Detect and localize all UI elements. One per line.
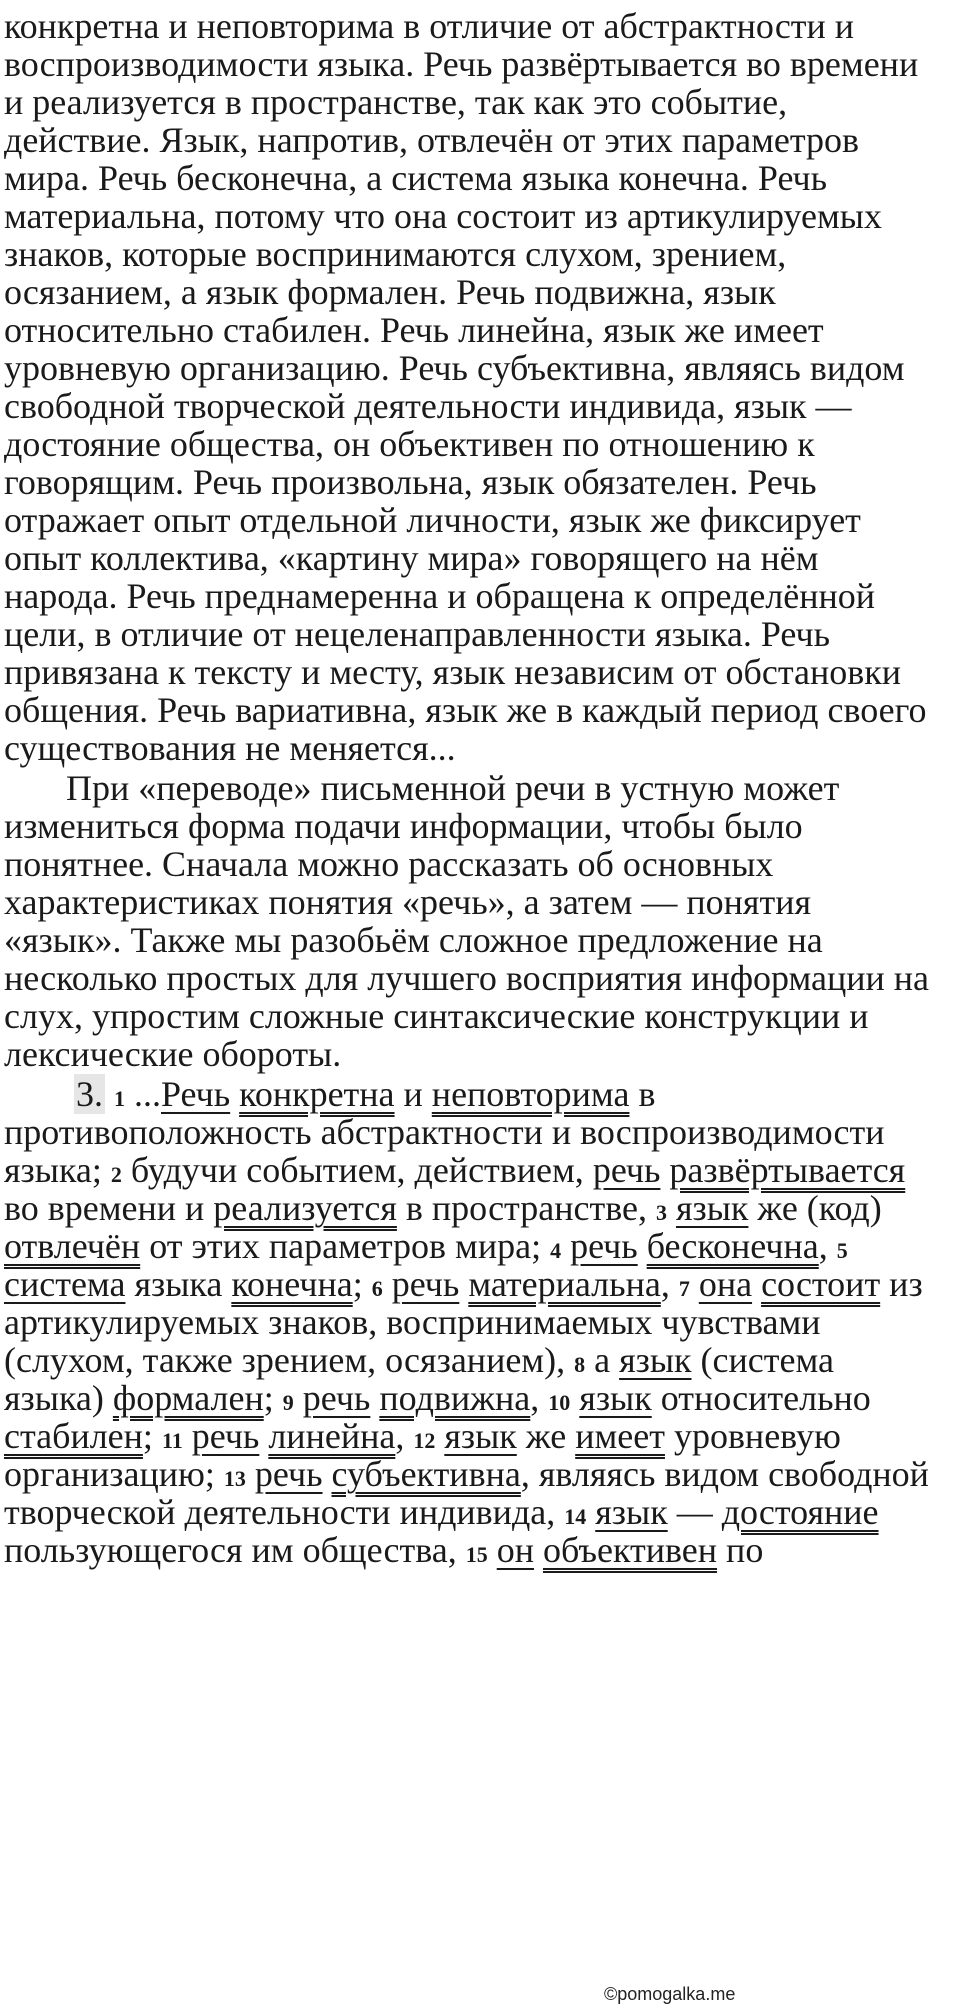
text-line: народа. Речь преднамеренна и обращена к определённой bbox=[4, 576, 876, 616]
text-line bbox=[4, 1528, 763, 1576]
predicate-word: линейна bbox=[268, 1416, 396, 1456]
text-line: несколько простых для лучшего восприятия информации на bbox=[4, 958, 930, 998]
predicate-word: достояние bbox=[721, 1492, 879, 1532]
subject-word: система bbox=[4, 1264, 126, 1304]
text-span bbox=[561, 1226, 570, 1266]
text-span: — bbox=[667, 1492, 722, 1532]
clause-number: 13 bbox=[223, 1466, 246, 1491]
text-span: уровневую bbox=[664, 1416, 841, 1456]
text-span: языка; bbox=[4, 1150, 111, 1190]
text-line: общения. Речь вариативна, язык же в каждый период своего bbox=[4, 690, 927, 730]
text-span: в bbox=[629, 1074, 656, 1114]
text-line: мира. Речь бесконечна, а система языка конечна. Речь bbox=[4, 158, 828, 198]
text-line: относительно стабилен. Речь линейна, язык же имеет bbox=[4, 310, 824, 350]
text-span: а bbox=[585, 1340, 620, 1380]
text-span bbox=[294, 1378, 303, 1418]
text-span: ... bbox=[125, 1074, 161, 1114]
text-span: , bbox=[395, 1416, 414, 1456]
text-span: из bbox=[880, 1264, 923, 1304]
clause-number: 10 bbox=[548, 1390, 571, 1415]
clause-number: 1 bbox=[114, 1086, 125, 1111]
predicate-word: состоит bbox=[761, 1264, 881, 1304]
text-span: , bbox=[660, 1264, 679, 1304]
text-line: свободной творческой деятельности индивида, язык — bbox=[4, 386, 852, 426]
text-line: лексические обороты. bbox=[4, 1034, 342, 1074]
text-span bbox=[586, 1492, 595, 1532]
predicate-word: субъективна bbox=[331, 1454, 521, 1494]
subject-word: речь bbox=[254, 1454, 323, 1494]
predicate-word: конкретна bbox=[239, 1074, 395, 1114]
text-span bbox=[667, 1188, 676, 1228]
predicate-word: формален bbox=[112, 1378, 264, 1418]
clause-number: 14 bbox=[564, 1504, 587, 1529]
clause-number: 8 bbox=[574, 1352, 586, 1377]
subject-word: речь bbox=[592, 1150, 661, 1190]
text-span: творческой деятельности индивида, bbox=[4, 1492, 565, 1532]
text-line: действие. Язык, напротив, отвлечён от этих параметров bbox=[4, 120, 860, 160]
text-span: (система bbox=[691, 1340, 834, 1380]
text-span bbox=[638, 1226, 647, 1266]
task-number: 3. bbox=[76, 1074, 103, 1114]
predicate-word: неповторима bbox=[431, 1074, 630, 1114]
text-span: ; bbox=[263, 1378, 283, 1418]
text-line: измениться форма подачи информации, чтобы было bbox=[4, 806, 803, 846]
text-line: характеристиках понятия «речь», а затем — понятия bbox=[4, 882, 812, 922]
clause-number: 3 bbox=[655, 1200, 667, 1225]
text-span: во времени и bbox=[4, 1188, 214, 1228]
text-span bbox=[323, 1454, 332, 1494]
text-line: существования не меняется... bbox=[4, 728, 456, 768]
text-span: пользующегося им общества, bbox=[4, 1530, 466, 1570]
text-span: от этих параметров мира; bbox=[140, 1226, 551, 1266]
text-span bbox=[246, 1454, 255, 1494]
clause-number: 2 bbox=[110, 1162, 122, 1187]
text-line: слух, упростим сложные синтаксические конструкции и bbox=[4, 996, 869, 1036]
text-line: материальна, потому что она состоит из артикулируемых bbox=[4, 196, 882, 236]
text-line: знаков, которые воспринимаются слухом, зрением, bbox=[4, 234, 787, 274]
subject-word: он bbox=[496, 1530, 534, 1570]
text-span: , bbox=[530, 1378, 549, 1418]
predicate-word: конечна bbox=[231, 1264, 353, 1304]
subject-word: речь bbox=[191, 1416, 260, 1456]
text-span: по bbox=[717, 1530, 764, 1570]
clause-number: 12 bbox=[413, 1428, 436, 1453]
text-line: конкретна и неповторима в отличие от абстрактности и bbox=[4, 6, 855, 46]
text-span bbox=[690, 1264, 699, 1304]
text-line: понятнее. Сначала можно рассказать об основных bbox=[4, 844, 774, 884]
clause-number: 7 bbox=[678, 1276, 690, 1301]
text-line: говорящим. Речь произвольна, язык обязателен. Речь bbox=[4, 462, 817, 502]
subject-word: язык bbox=[619, 1340, 692, 1380]
text-span: языка) bbox=[4, 1378, 113, 1418]
predicate-word: подвижна bbox=[379, 1378, 531, 1418]
clause-number: 4 bbox=[550, 1238, 562, 1263]
text-line: достояние общества, он объективен по отношению к bbox=[4, 424, 815, 464]
predicate-word: имеет bbox=[575, 1416, 665, 1456]
text-line: артикулируемых знаков, воспринимаемых чувствами bbox=[4, 1302, 821, 1342]
subject-word: язык bbox=[675, 1188, 749, 1228]
clause-number: 9 bbox=[282, 1390, 294, 1415]
text-line: противоположность абстрактности и воспроизводимости bbox=[4, 1112, 885, 1152]
watermark: ©pomogalka.me bbox=[600, 1984, 739, 2005]
subject-word: язык bbox=[444, 1416, 517, 1456]
text-span bbox=[570, 1378, 579, 1418]
subject-word: язык bbox=[595, 1492, 668, 1532]
text-line: опыт коллектива, «картину мира» говорящего на нём bbox=[4, 538, 819, 578]
text-span bbox=[370, 1378, 379, 1418]
clause-number: 15 bbox=[465, 1542, 488, 1567]
subject-word: речь bbox=[302, 1378, 371, 1418]
text-line: «язык». Также мы разобьём сложное предложение на bbox=[4, 920, 823, 960]
text-line: воспроизводимости языка. Речь развёртывается во времени bbox=[4, 44, 919, 84]
text-span: же bbox=[516, 1416, 576, 1456]
text-span bbox=[752, 1264, 761, 1304]
subject-word: язык bbox=[579, 1378, 652, 1418]
clause-number: 6 bbox=[371, 1276, 383, 1301]
text-line: и реализуется в пространстве, так как это событие, bbox=[4, 82, 788, 122]
text-line: уровневую организацию. Речь субъективна, являясь видом bbox=[4, 348, 905, 388]
text-span bbox=[383, 1264, 392, 1304]
clause-number: 11 bbox=[161, 1428, 183, 1453]
text-span: организацию; bbox=[4, 1454, 224, 1494]
text-span: относительно bbox=[651, 1378, 871, 1418]
text-span: (слухом, также зрением, осязанием), bbox=[4, 1340, 575, 1380]
text-span bbox=[459, 1264, 468, 1304]
text-span: , bbox=[818, 1226, 837, 1266]
subject-word: речь bbox=[570, 1226, 638, 1266]
text-span: будучи событием, действием, bbox=[121, 1150, 593, 1190]
predicate-word: объективен bbox=[542, 1530, 718, 1570]
text-span bbox=[435, 1416, 444, 1456]
text-span bbox=[259, 1416, 268, 1456]
text-span bbox=[183, 1416, 192, 1456]
text-line: привязана к тексту и месту, язык независим от обстановки bbox=[4, 652, 901, 692]
clause-number: 5 bbox=[836, 1238, 848, 1263]
text-span bbox=[488, 1530, 497, 1570]
text-span: ; bbox=[142, 1416, 162, 1456]
text-line: отражает опыт отдельной личности, язык же фиксирует bbox=[4, 500, 861, 540]
text-span: же (код) bbox=[748, 1188, 882, 1228]
text-span: языка bbox=[125, 1264, 232, 1304]
predicate-word: отвлечён bbox=[4, 1226, 141, 1266]
subject-word: она bbox=[698, 1264, 753, 1304]
text-line: При «переводе» письменной речи в устную может bbox=[66, 768, 840, 808]
text-line: цели, в отличие от нецеленаправленности языка. Речь bbox=[4, 614, 831, 654]
text-span: и bbox=[394, 1074, 432, 1114]
predicate-word: развёртывается bbox=[669, 1150, 906, 1190]
predicate-word: бесконечна bbox=[646, 1226, 819, 1266]
text-line: осязанием, а язык формален. Речь подвижна, язык bbox=[4, 272, 776, 312]
text-span bbox=[230, 1074, 239, 1114]
text-span bbox=[534, 1530, 543, 1570]
subject-word: речь bbox=[391, 1264, 460, 1304]
subject-word: Речь bbox=[161, 1074, 231, 1114]
predicate-word: стабилен bbox=[4, 1416, 143, 1456]
text-span: в пространстве, bbox=[396, 1188, 656, 1228]
predicate-word: материальна bbox=[468, 1264, 661, 1304]
text-span: ; bbox=[352, 1264, 372, 1304]
predicate-word: реализуется bbox=[213, 1188, 397, 1228]
text-span: , являясь видом свободной bbox=[520, 1454, 929, 1494]
